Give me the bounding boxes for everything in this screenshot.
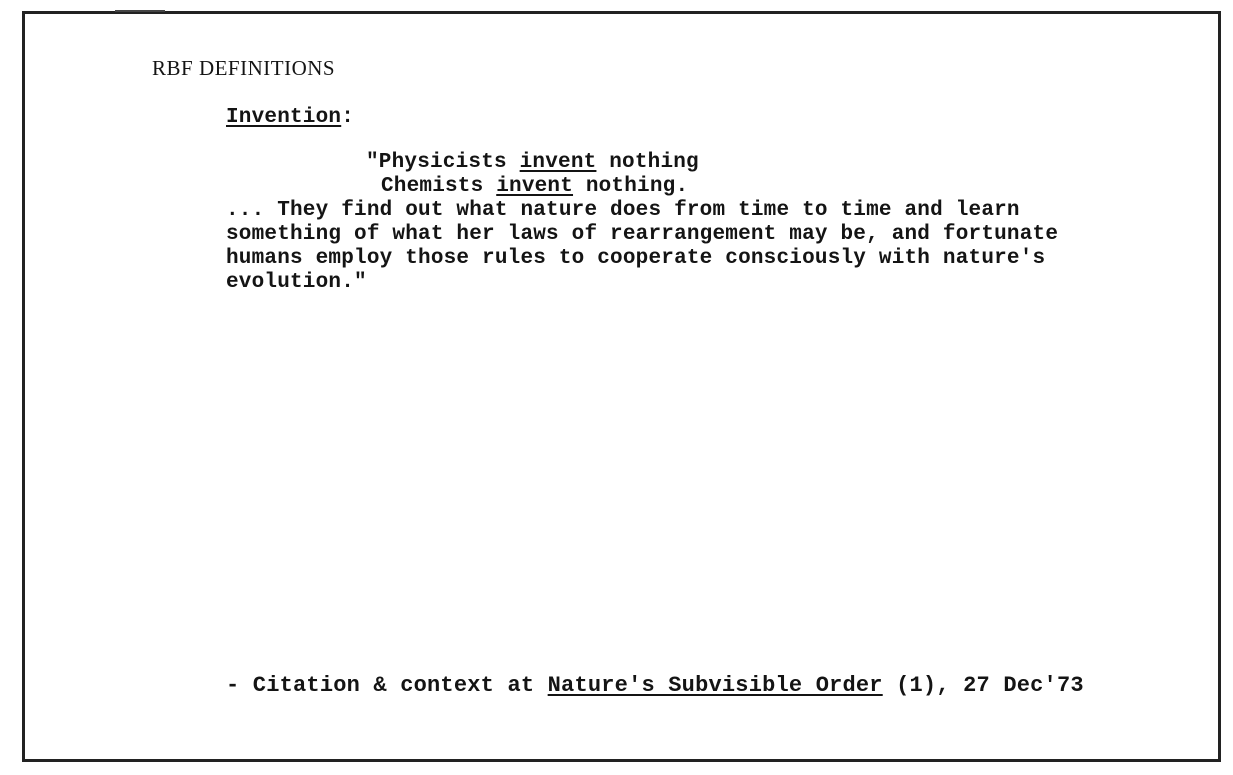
quote-line-2-pre: Chemists [381, 175, 497, 198]
citation-prefix: - Citation & context at [226, 673, 548, 698]
page-title: RBF DEFINITIONS [152, 56, 336, 80]
citation [226, 674, 1084, 698]
paragraph-line: something of what her laws of rearrangement may be, and fortunate [226, 223, 1059, 246]
quote-line-1-post: nothing [596, 151, 699, 174]
quote-line-2-underlined: invent [496, 175, 574, 198]
card-border [22, 11, 1221, 762]
quote-paragraph [226, 199, 1058, 295]
quote-line-1 [366, 151, 699, 175]
term-label: Invention [226, 106, 342, 129]
paragraph-line: humans employ those rules to cooperate consciously with nature's [226, 247, 1046, 270]
term-colon: : [341, 106, 355, 129]
quote-line-2-post: nothing. [573, 175, 689, 198]
paragraph-line: ... They find out what nature does from time to time and learn [226, 199, 1020, 222]
quote-line-1-pre: "Physicists [366, 151, 520, 174]
paragraph-line: evolution." [226, 271, 367, 294]
top-edge-fragment [115, 10, 165, 12]
citation-suffix: (1), 27 Dec'73 [882, 673, 1084, 698]
quote-line-2 [381, 175, 688, 199]
definition-term [226, 106, 354, 130]
citation-source-link[interactable]: Nature's Subvisible Order [547, 673, 883, 698]
quote-line-1-underlined: invent [519, 151, 597, 174]
